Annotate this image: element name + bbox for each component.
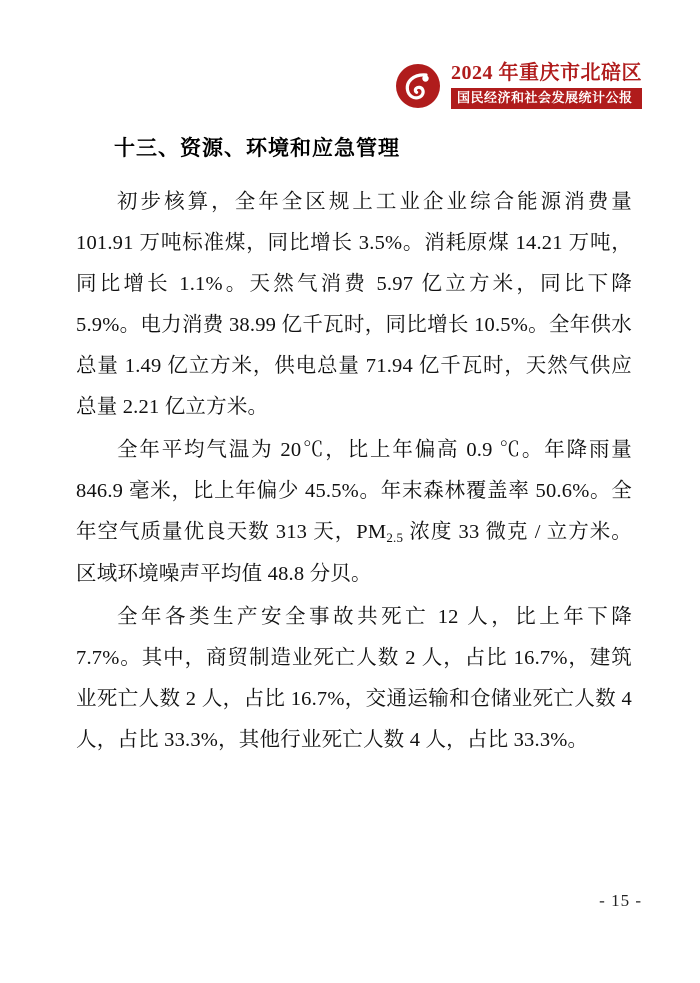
- pm25-subscript: 2.5: [386, 529, 404, 545]
- page-number: - 15 -: [599, 891, 642, 910]
- paragraph-environment-part1: 全年平均气温为 20℃，比上年偏高 0.9 ℃。年降雨量 846.9 毫米，比上年偏少 45.5%。年末森林覆盖率 50.6%。全年空气质量优良天数 313 天，PM: [76, 438, 632, 543]
- report-title-subtitle: 国民经济和社会发展统计公报: [451, 88, 642, 109]
- paragraph-environment-part2: 浓度 33 微克 / 立方米。区域环境噪声平均值 48.8 分贝。: [76, 520, 632, 585]
- swirl-emblem-icon: [395, 63, 441, 109]
- report-header: [395, 62, 642, 109]
- paragraph-energy: 初步核算，全年全区规上工业企业综合能源消费量 101.91 万吨标准煤，同比增长 3.5%。消耗原煤 14.21 万吨，同比增长 1.1%。天然气消费 5.97 亿立方米，同比下降 5.9%。电力消费 38.99 亿千瓦时，同比增长 10.5%。全年供水总量 1.49 亿立方米，供电总量 71.94 亿千瓦时，天然气供应总量 2.21 亿立方米。: [76, 190, 632, 418]
- document-body: [76, 132, 632, 763]
- paragraph-environment: [76, 430, 632, 595]
- report-title-year: 2024 年重庆市北碚区: [451, 62, 642, 84]
- report-header-text: [451, 62, 642, 109]
- paragraph-safety: 全年各类生产安全事故共死亡 12 人，比上年下降 7.7%。其中，商贸制造业死亡人数 2 人，占比 16.7%，建筑业死亡人数 2 人，占比 16.7%，交通运输和仓储业死亡人数 4 人，占比 33.3%，其他行业死亡人数 4 人，占比 33.3%。: [76, 605, 632, 751]
- section-heading: 十三、资源、环境和应急管理: [114, 137, 400, 160]
